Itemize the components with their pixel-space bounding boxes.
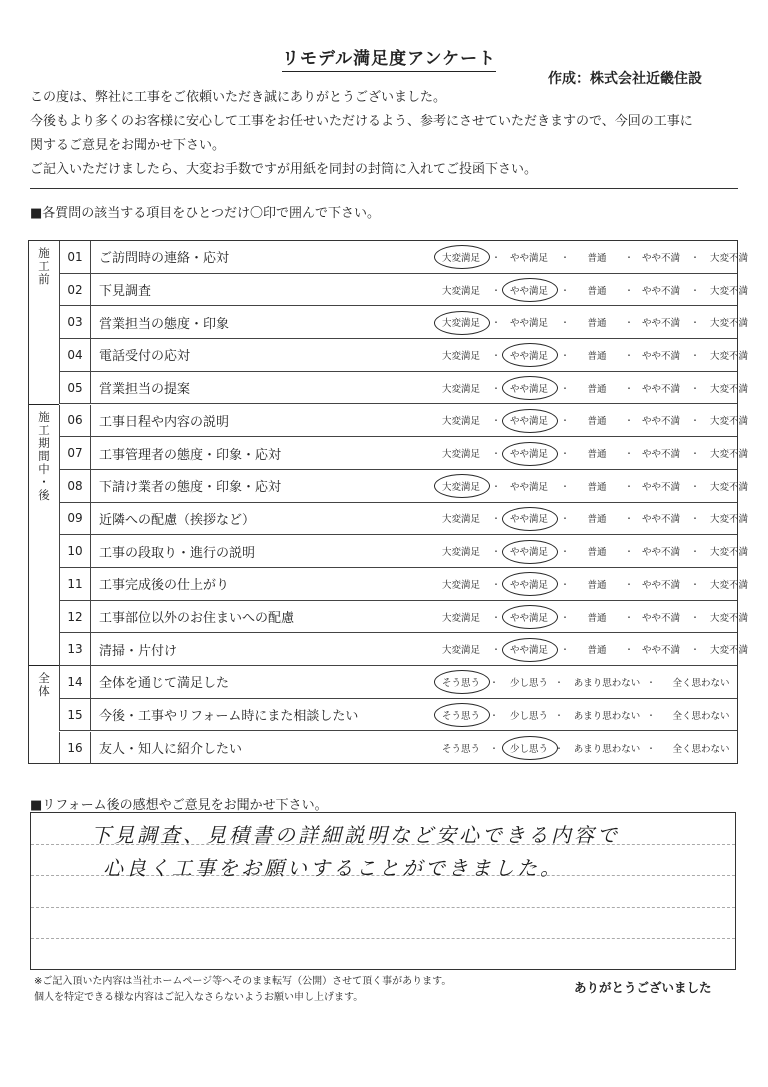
answer-option[interactable]: 普通 (587, 350, 607, 362)
question-text: ご訪問時の連絡・応対 (99, 251, 230, 267)
option-separator: ・ (491, 482, 501, 493)
question-text: 工事部位以外のお住まいへの配慮 (99, 611, 295, 627)
answer-option[interactable]: 普通 (587, 416, 607, 428)
answer-option[interactable]: やや不満 (641, 579, 681, 591)
answer-option[interactable]: 普通 (587, 318, 607, 330)
survey-row (59, 699, 737, 732)
answer-option[interactable]: あまり思わない (573, 710, 641, 722)
option-separator: ・ (624, 416, 634, 427)
option-separator: ・ (624, 547, 634, 558)
answer-option[interactable]: 普通 (587, 514, 607, 526)
answer-option[interactable]: 大変不満 (709, 449, 749, 461)
group-label-char: 間 (38, 448, 50, 463)
option-separator: ・ (690, 645, 700, 656)
answer-option[interactable]: 大変不満 (709, 547, 749, 559)
answer-option[interactable]: やや満足 (509, 449, 549, 461)
question-number: 04 (59, 339, 91, 371)
answer-option[interactable]: 大変満足 (441, 612, 481, 624)
answer-option[interactable]: 少し思う (509, 743, 549, 755)
option-separator: ・ (690, 286, 700, 297)
option-separator: ・ (624, 351, 634, 362)
option-separator: ・ (560, 482, 570, 493)
option-separator: ・ (690, 613, 700, 624)
answer-option[interactable]: やや満足 (509, 579, 549, 591)
group-label-char: 施 (38, 409, 50, 424)
survey-row (59, 732, 737, 765)
answer-option[interactable]: 大変満足 (441, 350, 481, 362)
answer-option[interactable]: やや不満 (641, 318, 681, 330)
divider (30, 188, 738, 189)
answer-option[interactable]: 大変不満 (709, 514, 749, 526)
answer-options (379, 601, 749, 633)
answer-options (379, 241, 749, 273)
option-separator: ・ (560, 449, 570, 460)
survey-row (59, 437, 749, 470)
option-separator: ・ (560, 547, 570, 558)
answer-option[interactable]: やや不満 (641, 645, 681, 657)
intro-line: 関するご意見をお聞かせ下さい。 (30, 138, 226, 153)
answer-option[interactable]: 普通 (587, 481, 607, 493)
answer-option[interactable]: そう思う (441, 677, 481, 689)
option-separator: ・ (560, 384, 570, 395)
answer-option[interactable]: 大変不満 (709, 416, 749, 428)
survey-row (59, 568, 749, 601)
answer-option[interactable]: 普通 (587, 383, 607, 395)
survey-row (59, 405, 749, 438)
option-separator: ・ (560, 645, 570, 656)
answer-option[interactable]: やや不満 (641, 285, 681, 297)
question-number: 07 (59, 437, 91, 469)
answer-option[interactable]: やや満足 (509, 547, 549, 559)
question-text: 今後・工事やリフォーム時にまた相談したい (99, 709, 359, 725)
question-number: 09 (59, 503, 91, 535)
option-separator: ・ (624, 286, 634, 297)
option-separator: ・ (690, 482, 700, 493)
option-separator: ・ (624, 613, 634, 624)
question-text: 下見調査 (99, 284, 152, 300)
group-label-char: 工 (38, 422, 50, 437)
group-label (29, 672, 59, 698)
answer-options (379, 274, 749, 306)
answer-option[interactable]: 大変満足 (441, 514, 481, 526)
question-text: 友人・知人に紹介したい (99, 742, 243, 758)
answer-option[interactable]: やや満足 (509, 318, 549, 330)
question-number: 13 (59, 633, 91, 665)
option-separator: ・ (491, 384, 501, 395)
group-label-char: 工 (38, 259, 50, 273)
option-separator: ・ (491, 318, 501, 329)
intro-line: ご記入いただけましたら、大変お手数ですが用紙を同封の封筒に入れてご投函下さい。 (30, 162, 538, 177)
group-label (29, 247, 59, 286)
comment-heading: ■リフォーム後の感想やご意見をお聞かせ下さい。 (30, 798, 328, 813)
option-separator: ・ (624, 645, 634, 656)
question-number: 01 (59, 241, 91, 273)
answer-option[interactable]: あまり思わない (573, 743, 641, 755)
option-separator: ・ (491, 580, 501, 591)
answer-option[interactable]: やや満足 (509, 416, 549, 428)
option-separator: ・ (624, 580, 634, 591)
instruction-text: ■各質問の該当する項目をひとつだけ〇印で囲んで下さい。 (30, 206, 381, 221)
option-separator: ・ (491, 514, 501, 525)
answer-option[interactable]: 大変不満 (709, 285, 749, 297)
option-separator: ・ (491, 253, 501, 264)
question-number: 11 (59, 568, 91, 600)
group-label-char: 全 (38, 671, 50, 686)
answer-option[interactable]: やや不満 (641, 514, 681, 526)
option-separator: ・ (560, 580, 570, 591)
answer-option[interactable]: 少し思う (509, 710, 549, 722)
answer-option[interactable]: やや不満 (641, 481, 681, 493)
option-separator: ・ (690, 416, 700, 427)
answer-option[interactable]: 大変不満 (709, 383, 749, 395)
author-line: 作成：株式会社近畿住設 (548, 71, 702, 87)
option-separator: ・ (690, 384, 700, 395)
footnote: 個人を特定できる様な内容はご記入なさらないようお願い申し上げます。 (34, 992, 364, 1003)
question-number: 14 (59, 666, 91, 698)
survey-row (59, 306, 749, 339)
answer-option[interactable]: やや不満 (641, 350, 681, 362)
survey-row (59, 503, 749, 536)
intro-line: 今後もより多くのお客様に安心して工事をお任せいただけるよう、参考にさせていただきますので、今回の工事に (30, 114, 693, 129)
question-text: 営業担当の提案 (99, 382, 191, 398)
comment-box[interactable] (30, 812, 736, 970)
ruled-line (31, 907, 735, 908)
answer-option[interactable]: 全く思わない (672, 677, 730, 689)
answer-option[interactable]: やや不満 (641, 612, 681, 624)
question-text: 工事完成後の仕上がり (99, 578, 230, 594)
option-separator: ・ (624, 482, 634, 493)
answer-option[interactable]: 大変満足 (441, 645, 481, 657)
answer-option[interactable]: やや満足 (509, 645, 549, 657)
handwritten-comment: 下見調査、見積書の詳細説明など安心できる内容で (91, 823, 620, 847)
answer-option[interactable]: 大変満足 (441, 252, 481, 264)
option-separator: ・ (690, 547, 700, 558)
option-separator: ・ (491, 286, 501, 297)
answer-option[interactable]: 大変満足 (441, 285, 481, 297)
survey-row (59, 535, 749, 568)
answer-option[interactable]: やや満足 (509, 481, 549, 493)
option-separator: ・ (624, 514, 634, 525)
answer-option[interactable]: 大変不満 (709, 612, 749, 624)
handwritten-comment: 心良く工事をお願いすることができました。 (103, 856, 563, 880)
question-number: 06 (59, 405, 91, 437)
option-separator: ・ (646, 678, 656, 689)
answer-option[interactable]: 大変不満 (709, 579, 749, 591)
answer-option[interactable]: 大変不満 (709, 645, 749, 657)
question-number: 12 (59, 601, 91, 633)
survey-table (28, 240, 749, 764)
answer-option[interactable]: 大変満足 (441, 449, 481, 461)
option-separator: ・ (560, 514, 570, 525)
answer-option[interactable]: 大変不満 (709, 252, 749, 264)
option-separator: ・ (491, 351, 501, 362)
answer-option[interactable]: やや不満 (641, 547, 681, 559)
option-separator: ・ (491, 547, 501, 558)
option-separator: ・ (491, 416, 501, 427)
answer-option[interactable]: あまり思わない (573, 677, 641, 689)
option-separator: ・ (560, 318, 570, 329)
answer-option[interactable]: やや不満 (641, 449, 681, 461)
question-text: 清掃・片付け (99, 643, 178, 659)
answer-option[interactable]: 大変満足 (441, 547, 481, 559)
intro-line: この度は、弊社に工事をご依頼いただき誠にありがとうございました。 (30, 90, 447, 105)
answer-option[interactable]: 全く思わない (672, 743, 730, 755)
survey-row (59, 666, 737, 699)
answer-options (379, 732, 739, 765)
answer-options (379, 666, 739, 698)
answer-option[interactable]: 普通 (587, 579, 607, 591)
group-label-char: 施 (38, 246, 50, 260)
group-label-char: 前 (38, 272, 50, 286)
option-separator: ・ (690, 253, 700, 264)
question-number: 15 (59, 699, 91, 731)
answer-options (379, 699, 739, 731)
answer-option[interactable]: 普通 (587, 285, 607, 297)
option-separator: ・ (560, 613, 570, 624)
survey-row (59, 601, 749, 634)
answer-option[interactable]: 大変満足 (441, 383, 481, 395)
option-separator: ・ (554, 744, 564, 755)
answer-option[interactable]: 普通 (587, 252, 607, 264)
question-text: 工事管理者の態度・印象・応対 (99, 447, 282, 463)
survey-row (59, 274, 749, 307)
answer-option[interactable]: やや満足 (509, 514, 549, 526)
question-text: 営業担当の態度・印象 (99, 316, 230, 332)
question-text: 工事の段取り・進行の説明 (99, 545, 256, 561)
ruled-line (31, 938, 735, 939)
answer-option[interactable]: 大変満足 (441, 318, 481, 330)
option-separator: ・ (624, 384, 634, 395)
question-text: 全体を通じて満足した (99, 676, 230, 692)
survey-row (59, 470, 749, 503)
answer-option[interactable]: 普通 (587, 612, 607, 624)
option-separator: ・ (690, 318, 700, 329)
answer-option[interactable]: 少し思う (509, 677, 549, 689)
answer-option[interactable]: 全く思わない (672, 710, 730, 722)
option-separator: ・ (624, 318, 634, 329)
group-label-char: ・ (38, 474, 50, 489)
question-number: 02 (59, 274, 91, 306)
option-separator: ・ (624, 449, 634, 460)
group-label (29, 411, 59, 502)
group-label-char: 後 (38, 487, 50, 502)
survey-row (59, 633, 749, 666)
question-text: 近隣への配慮（挨拶など） (99, 512, 256, 528)
option-separator: ・ (690, 351, 700, 362)
option-separator: ・ (690, 580, 700, 591)
answer-option[interactable]: 大変満足 (441, 416, 481, 428)
answer-option[interactable]: やや満足 (509, 350, 549, 362)
answer-options (379, 437, 749, 469)
answer-option[interactable]: そう思う (441, 743, 481, 755)
group-label-char: 中 (38, 461, 50, 476)
answer-option[interactable]: 大変満足 (441, 579, 481, 591)
option-separator: ・ (491, 449, 501, 460)
option-separator: ・ (646, 711, 656, 722)
group-divider (29, 404, 59, 405)
answer-options (379, 372, 749, 404)
question-number: 16 (59, 732, 91, 765)
answer-options (379, 568, 749, 600)
option-separator: ・ (560, 286, 570, 297)
answer-option[interactable]: 普通 (587, 449, 607, 461)
form-title: リモデル満足度アンケート (282, 44, 496, 72)
option-separator: ・ (560, 416, 570, 427)
answer-option[interactable]: 大変不満 (709, 318, 749, 330)
group-label-char: 体 (38, 684, 50, 699)
answer-option[interactable]: やや不満 (641, 416, 681, 428)
option-separator: ・ (690, 449, 700, 460)
question-number: 03 (59, 306, 91, 338)
answer-option[interactable]: やや満足 (509, 383, 549, 395)
survey-row (59, 372, 749, 405)
option-separator: ・ (489, 744, 499, 755)
answer-option[interactable]: やや満足 (509, 252, 549, 264)
question-text: 工事日程や内容の説明 (99, 414, 230, 430)
question-text: 電話受付の応対 (99, 349, 191, 365)
option-separator: ・ (491, 645, 501, 656)
answer-option[interactable]: やや満足 (509, 612, 549, 624)
option-separator: ・ (560, 351, 570, 362)
answer-option[interactable]: やや不満 (641, 252, 681, 264)
answer-option[interactable]: 大変不満 (709, 350, 749, 362)
option-separator: ・ (624, 253, 634, 264)
option-separator: ・ (489, 711, 499, 722)
answer-option[interactable]: そう思う (441, 710, 481, 722)
thanks-text: ありがとうございました (574, 980, 712, 995)
answer-option[interactable]: 普通 (587, 645, 607, 657)
answer-option[interactable]: やや不満 (641, 383, 681, 395)
answer-options (379, 405, 749, 437)
option-separator: ・ (554, 711, 564, 722)
survey-row (59, 241, 749, 274)
answer-option[interactable]: 大変満足 (441, 481, 481, 493)
question-number: 05 (59, 372, 91, 404)
answer-options (379, 535, 749, 567)
answer-options (379, 633, 749, 665)
option-separator: ・ (690, 514, 700, 525)
footnote: ※ご記入頂いた内容は当社ホームページ等へそのまま転写（公開）させて頂く事があります。 (34, 976, 452, 987)
group-label-char: 期 (38, 435, 50, 450)
answer-option[interactable]: やや満足 (509, 285, 549, 297)
answer-options (379, 339, 749, 371)
option-separator: ・ (491, 613, 501, 624)
answer-options (379, 306, 749, 338)
option-separator: ・ (560, 253, 570, 264)
group-divider (29, 665, 59, 666)
question-number: 08 (59, 470, 91, 502)
answer-options (379, 470, 749, 502)
survey-row (59, 339, 749, 372)
question-text: 下請け業者の態度・印象・応対 (99, 480, 282, 496)
answer-option[interactable]: 普通 (587, 547, 607, 559)
answer-option[interactable]: 大変不満 (709, 481, 749, 493)
option-separator: ・ (646, 744, 656, 755)
option-separator: ・ (489, 678, 499, 689)
question-number: 10 (59, 535, 91, 567)
answer-options (379, 503, 749, 535)
option-separator: ・ (554, 678, 564, 689)
